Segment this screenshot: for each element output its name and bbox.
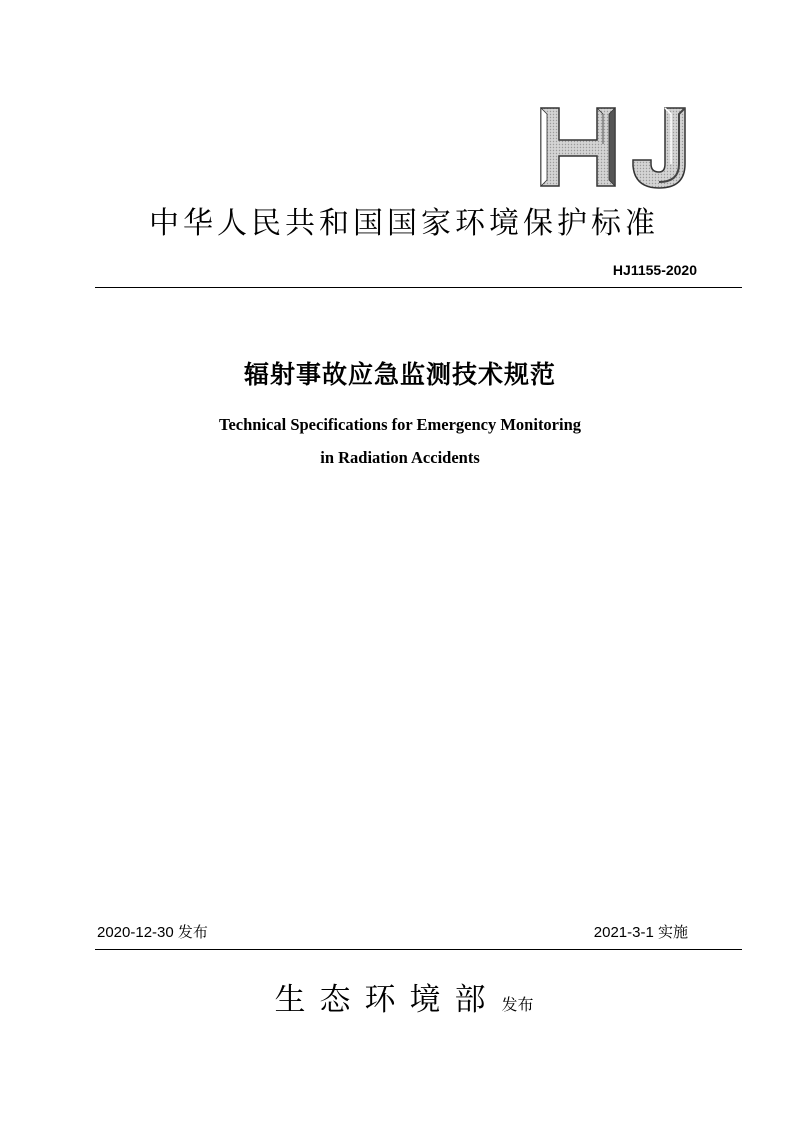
hj-logo-graphic: [537, 104, 697, 190]
top-divider: [95, 287, 742, 288]
document-title-en-line1: Technical Specifications for Emergency Monitoring: [218, 415, 582, 434]
issue-date: 2020-12-30 发布: [97, 924, 208, 941]
document-title-en-line2: in Radiation Accidents: [320, 448, 480, 467]
effective-date: 2021-3-1 实施: [593, 924, 688, 941]
issuer-suffix: 发布: [501, 995, 534, 1014]
document-title-zh: 辐射事故应急监测技术规范: [243, 360, 556, 389]
logo-letter-j: [633, 108, 685, 188]
logo-letter-h: [541, 108, 615, 186]
bottom-divider: [95, 949, 742, 950]
standard-number: HJ1155-2020: [612, 262, 697, 278]
issuer-line: [0, 974, 800, 1019]
hj-logo: [537, 104, 697, 190]
issuer-name: 生态环境部: [274, 982, 500, 1018]
agency-title: 中华人民共和国国家环境保护标准: [149, 206, 659, 241]
